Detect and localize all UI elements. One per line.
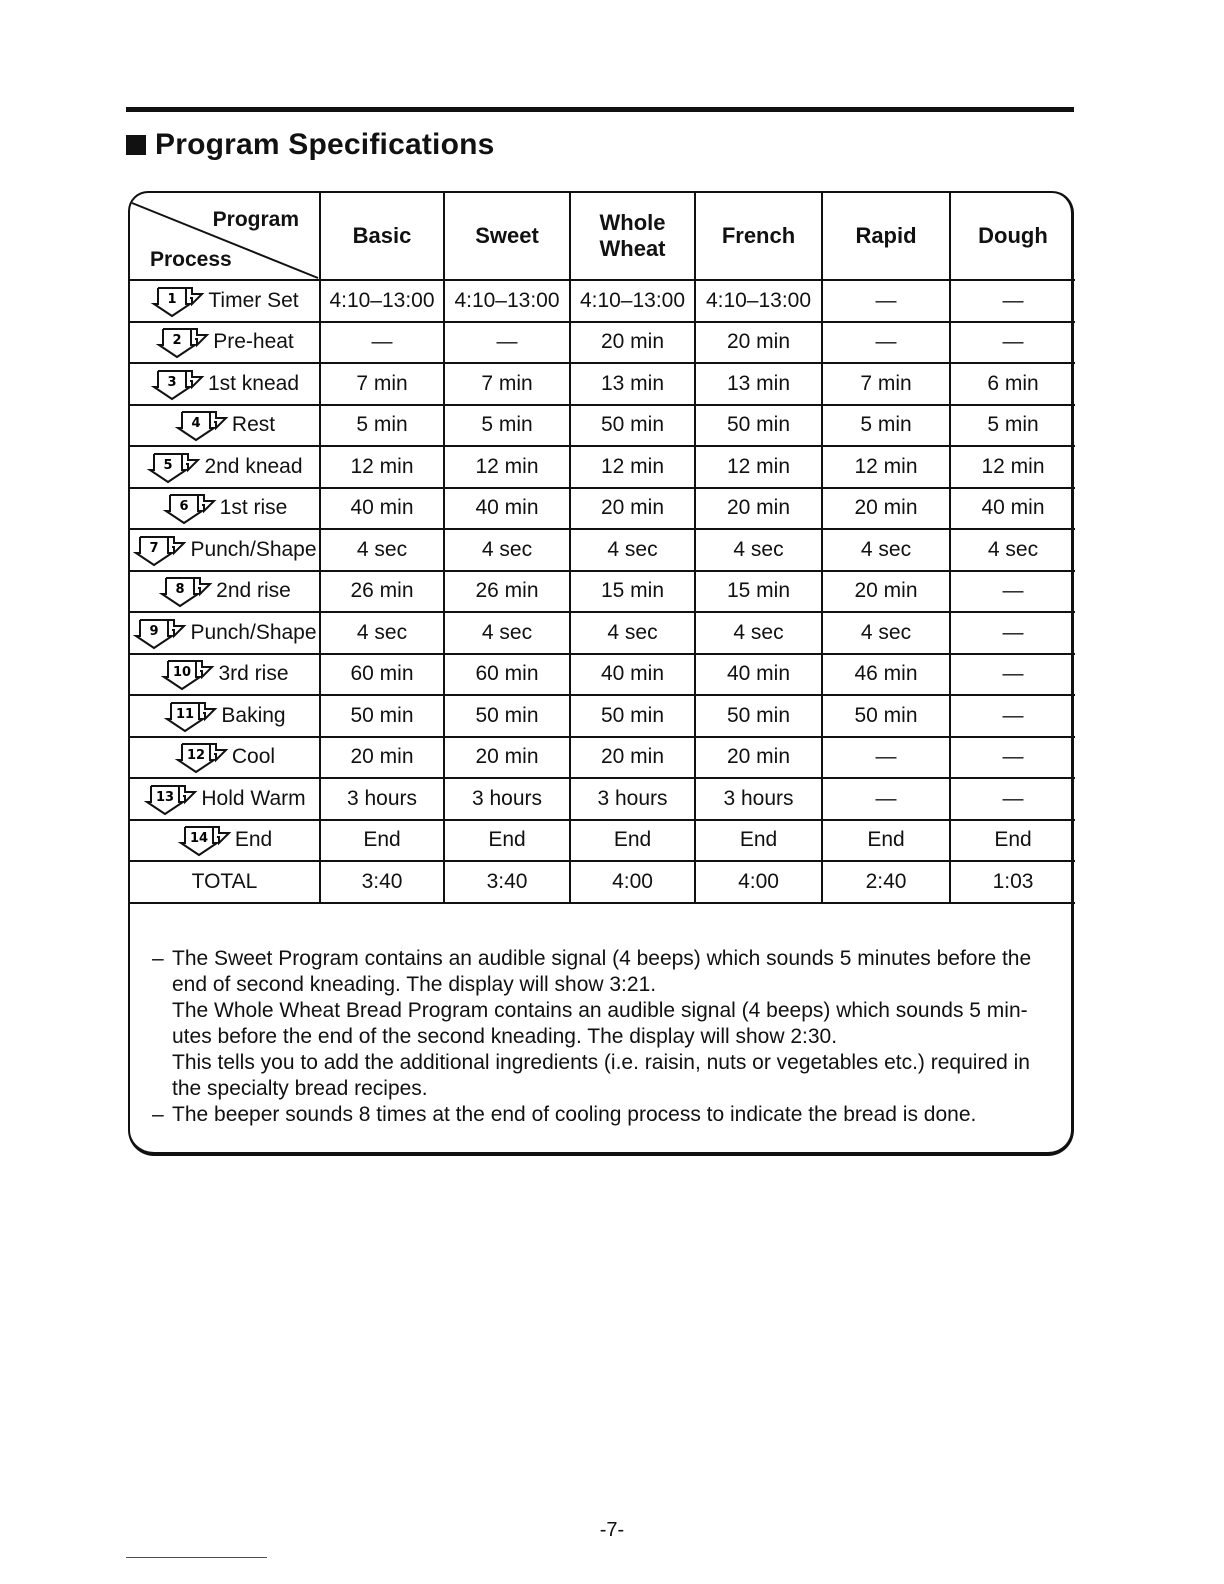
cell-whole-wheat: 13 min xyxy=(570,363,695,405)
total-whole-wheat: 4:00 xyxy=(570,861,695,903)
cell-sweet: 60 min xyxy=(444,654,570,696)
cell-dough: — xyxy=(950,778,1075,820)
corner-process-label: Process xyxy=(150,248,232,271)
cell-rapid: — xyxy=(822,737,950,779)
col-header-whole-wheat: Whole Wheat xyxy=(570,193,695,280)
cell-dough: 12 min xyxy=(950,446,1075,488)
cell-rapid: 12 min xyxy=(822,446,950,488)
notes xyxy=(152,946,1062,1128)
cell-basic: 4 sec xyxy=(320,529,444,571)
cell-dough: 5 min xyxy=(950,405,1075,447)
cell-french: 20 min xyxy=(695,322,822,364)
cell-dough: — xyxy=(950,654,1075,696)
step-arrow-icon xyxy=(150,365,208,403)
process-label: Timer Set xyxy=(208,288,299,312)
process-label: Cool xyxy=(231,745,276,769)
cell-basic: End xyxy=(320,820,444,862)
step-arrow-icon xyxy=(146,448,204,486)
note-paragraph: This tells you to add the additional ingredients (i.e. raisin, nuts or vegetables etc.) required in the specialty bread recipes. xyxy=(172,1051,1030,1100)
table-row xyxy=(130,778,1075,820)
total-rapid: 2:40 xyxy=(822,861,950,903)
cell-whole-wheat: 12 min xyxy=(570,446,695,488)
process-cell xyxy=(130,695,320,737)
step-arrow-icon xyxy=(143,780,201,818)
corner-program-label: Program xyxy=(212,208,299,231)
step-number: 11 xyxy=(176,706,195,722)
process-cell xyxy=(130,488,320,530)
cell-rapid: 7 min xyxy=(822,363,950,405)
step-number: 10 xyxy=(173,665,192,681)
cell-whole-wheat: 4:10–13:00 xyxy=(570,280,695,322)
cell-french: 4:10–13:00 xyxy=(695,280,822,322)
table-row xyxy=(130,612,1075,654)
process-cell xyxy=(130,446,320,488)
cell-sweet: 26 min xyxy=(444,571,570,613)
cell-dough: 6 min xyxy=(950,363,1075,405)
cell-basic: 40 min xyxy=(320,488,444,530)
cell-basic: 60 min xyxy=(320,654,444,696)
cell-whole-wheat: 20 min xyxy=(570,322,695,364)
cell-basic: 20 min xyxy=(320,737,444,779)
cell-rapid: 5 min xyxy=(822,405,950,447)
cell-sweet: 40 min xyxy=(444,488,570,530)
process-cell xyxy=(130,571,320,613)
cell-french: 50 min xyxy=(695,405,822,447)
cell-whole-wheat: 15 min xyxy=(570,571,695,613)
note-item xyxy=(152,1102,1062,1128)
step-number: 2 xyxy=(172,333,182,349)
cell-dough: — xyxy=(950,695,1075,737)
process-label: 1st knead xyxy=(207,371,300,395)
step-arrow-icon xyxy=(132,531,190,569)
step-arrow-icon xyxy=(174,406,232,444)
section-title: Program Specifications xyxy=(155,128,495,161)
cell-french: 4 sec xyxy=(695,612,822,654)
cell-basic: 5 min xyxy=(320,405,444,447)
col-header-french: French xyxy=(695,193,822,280)
table-row xyxy=(130,363,1075,405)
cell-whole-wheat: 40 min xyxy=(570,654,695,696)
cell-french: End xyxy=(695,820,822,862)
step-arrow-icon xyxy=(162,489,220,527)
step-number: 1 xyxy=(167,291,177,307)
total-basic: 3:40 xyxy=(320,861,444,903)
total-dough: 1:03 xyxy=(950,861,1075,903)
table-row xyxy=(130,820,1075,862)
step-number: 8 xyxy=(175,582,185,598)
step-arrow-icon xyxy=(163,697,221,735)
step-arrow-icon xyxy=(155,323,213,361)
total-label: TOTAL xyxy=(130,861,320,903)
step-arrow-icon xyxy=(174,738,232,776)
cell-sweet: 4:10–13:00 xyxy=(444,280,570,322)
cell-french: 13 min xyxy=(695,363,822,405)
cell-dough: — xyxy=(950,612,1075,654)
cell-dough: 40 min xyxy=(950,488,1075,530)
cell-rapid: End xyxy=(822,820,950,862)
cell-whole-wheat: 20 min xyxy=(570,488,695,530)
program-spec-table xyxy=(130,193,1075,904)
process-label: Rest xyxy=(231,413,276,437)
cell-dough: — xyxy=(950,737,1075,779)
cell-rapid: 4 sec xyxy=(822,612,950,654)
table-row xyxy=(130,405,1075,447)
cell-whole-wheat: 50 min xyxy=(570,405,695,447)
total-french: 4:00 xyxy=(695,861,822,903)
step-arrow-icon xyxy=(150,282,208,320)
cell-sweet: 7 min xyxy=(444,363,570,405)
process-cell xyxy=(130,654,320,696)
process-cell xyxy=(130,405,320,447)
process-cell xyxy=(130,820,320,862)
process-label: 2nd rise xyxy=(216,579,291,603)
cell-french: 4 sec xyxy=(695,529,822,571)
table-row xyxy=(130,280,1075,322)
cell-sweet: 50 min xyxy=(444,695,570,737)
cell-whole-wheat: End xyxy=(570,820,695,862)
cell-sweet: 3 hours xyxy=(444,778,570,820)
step-arrow-icon xyxy=(177,821,235,859)
cell-whole-wheat: 50 min xyxy=(570,695,695,737)
step-number: 3 xyxy=(167,374,177,390)
table-row xyxy=(130,737,1075,779)
process-label: 3rd rise xyxy=(218,662,289,686)
step-arrow-icon xyxy=(132,614,190,652)
cell-basic: 4:10–13:00 xyxy=(320,280,444,322)
process-label: Pre-heat xyxy=(213,330,294,354)
cell-rapid: 50 min xyxy=(822,695,950,737)
process-cell xyxy=(130,322,320,364)
cell-dough: — xyxy=(950,322,1075,364)
step-number: 14 xyxy=(189,831,208,847)
cell-sweet: 12 min xyxy=(444,446,570,488)
page-number: -7- xyxy=(599,1519,625,1541)
cell-rapid: — xyxy=(822,280,950,322)
cell-basic: 26 min xyxy=(320,571,444,613)
cell-basic: 4 sec xyxy=(320,612,444,654)
step-arrow-icon xyxy=(158,572,216,610)
cell-sweet: 4 sec xyxy=(444,612,570,654)
process-label: 1st rise xyxy=(219,496,288,520)
top-rule xyxy=(126,107,1074,112)
process-label: End xyxy=(234,828,273,852)
col-header-dough: Dough xyxy=(950,193,1075,280)
cell-basic: 12 min xyxy=(320,446,444,488)
cell-french: 40 min xyxy=(695,654,822,696)
note-paragraph: The beeper sounds 8 times at the end of cooling process to indicate the bread is done. xyxy=(172,1103,977,1126)
cell-dough: 4 sec xyxy=(950,529,1075,571)
col-header-rapid: Rapid xyxy=(822,193,950,280)
cell-sweet: — xyxy=(444,322,570,364)
cell-sweet: 5 min xyxy=(444,405,570,447)
process-label: Baking xyxy=(221,703,286,727)
cell-rapid: 46 min xyxy=(822,654,950,696)
total-sweet: 3:40 xyxy=(444,861,570,903)
step-number: 6 xyxy=(179,499,189,515)
table-header-row xyxy=(130,193,1075,280)
cell-basic: 7 min xyxy=(320,363,444,405)
corner-header xyxy=(130,193,320,280)
note-item xyxy=(152,946,1062,1102)
cell-french: 15 min xyxy=(695,571,822,613)
step-number: 9 xyxy=(149,623,159,639)
col-header-sweet: Sweet xyxy=(444,193,570,280)
cell-french: 3 hours xyxy=(695,778,822,820)
process-label: Punch/Shape xyxy=(190,537,317,561)
process-label: Hold Warm xyxy=(201,786,306,810)
cell-basic: 50 min xyxy=(320,695,444,737)
table-row xyxy=(130,695,1075,737)
step-number: 4 xyxy=(191,416,201,432)
process-cell xyxy=(130,280,320,322)
cell-french: 12 min xyxy=(695,446,822,488)
process-label: 2nd knead xyxy=(204,454,303,478)
cell-whole-wheat: 4 sec xyxy=(570,612,695,654)
cell-sweet: 4 sec xyxy=(444,529,570,571)
note-paragraph: The Sweet Program contains an audible signal (4 beeps) which sounds 5 minutes before the end of second kneading. The display will show 3:21. xyxy=(172,947,1032,996)
process-cell xyxy=(130,778,320,820)
table-row xyxy=(130,488,1075,530)
cell-dough: — xyxy=(950,280,1075,322)
cell-rapid: 20 min xyxy=(822,488,950,530)
col-header-basic: Basic xyxy=(320,193,444,280)
step-number: 7 xyxy=(149,540,159,556)
cell-whole-wheat: 4 sec xyxy=(570,529,695,571)
cell-basic: — xyxy=(320,322,444,364)
cell-sweet: 20 min xyxy=(444,737,570,779)
cell-dough: — xyxy=(950,571,1075,613)
note-paragraph: The Whole Wheat Bread Program contains an audible signal (4 beeps) which sounds 5 min-utes before the end of the second kneading. The display will show 2:30. xyxy=(172,999,1028,1048)
square-bullet-icon xyxy=(126,135,146,155)
table-row xyxy=(130,446,1075,488)
step-number: 13 xyxy=(156,789,175,805)
step-number: 12 xyxy=(186,748,205,764)
process-cell xyxy=(130,529,320,571)
cell-rapid: 4 sec xyxy=(822,529,950,571)
table-row xyxy=(130,322,1075,364)
step-number: 5 xyxy=(163,457,173,473)
table-row xyxy=(130,571,1075,613)
process-cell xyxy=(130,737,320,779)
process-cell xyxy=(130,363,320,405)
cell-rapid: — xyxy=(822,322,950,364)
total-row xyxy=(130,861,1075,903)
cell-whole-wheat: 20 min xyxy=(570,737,695,779)
section-heading xyxy=(126,128,495,162)
cell-french: 20 min xyxy=(695,488,822,530)
cell-rapid: 20 min xyxy=(822,571,950,613)
cell-rapid: — xyxy=(822,778,950,820)
note-dash: – xyxy=(152,1103,164,1126)
cell-whole-wheat: 3 hours xyxy=(570,778,695,820)
step-arrow-icon xyxy=(160,655,218,693)
process-cell xyxy=(130,612,320,654)
cell-dough: End xyxy=(950,820,1075,862)
process-label: Punch/Shape xyxy=(190,620,317,644)
cell-sweet: End xyxy=(444,820,570,862)
cell-french: 20 min xyxy=(695,737,822,779)
cell-french: 50 min xyxy=(695,695,822,737)
table-row xyxy=(130,529,1075,571)
cell-basic: 3 hours xyxy=(320,778,444,820)
table-row xyxy=(130,654,1075,696)
footer-rule xyxy=(126,1557,267,1558)
note-dash: – xyxy=(152,947,164,970)
